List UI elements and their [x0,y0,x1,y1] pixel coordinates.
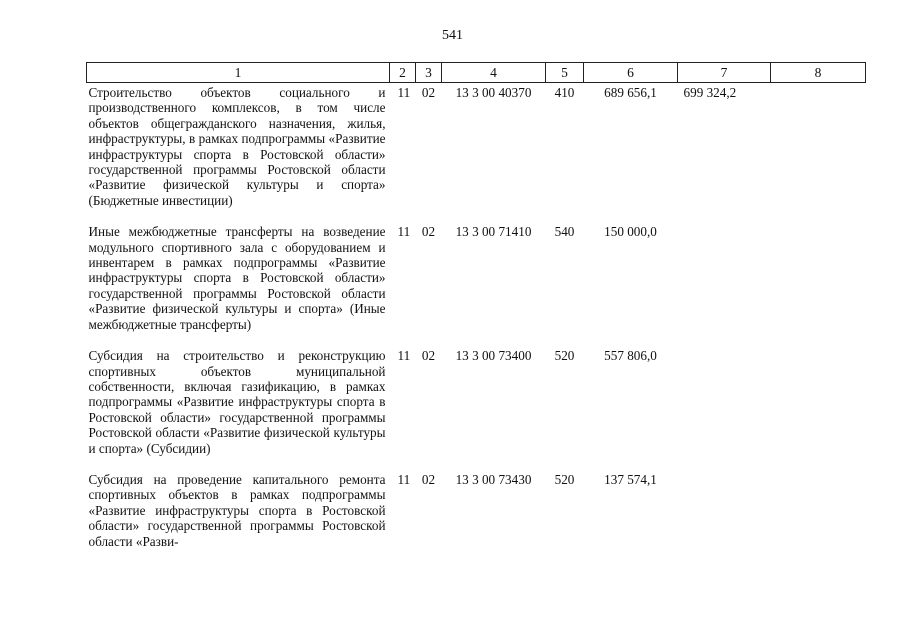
row-amount-6: 150 000,0 [604,224,657,240]
row-description: Субсидия на проведение капитального ремонта спортивных объектов в рамках подпрограммы «Развитие инфраструктуры спорта в Ростовской области» государственной программы Ростовской области «Разви- [88,471,386,549]
row-target-article: 13 3 00 71410 [455,224,532,240]
row-amount-6: 689 656,1 [604,85,657,100]
table-row [87,222,866,346]
table-row [87,83,866,223]
column-header-2: 2 [390,63,416,83]
row-section: 11 [397,224,411,240]
row-expense-type: 410 [554,85,575,100]
row-expense-type: 540 [554,224,575,240]
row-amount-7: 699 324,2 [683,85,737,100]
row-amount-8 [771,346,866,470]
column-header-4: 4 [442,63,546,83]
row-section: 11 [397,471,411,487]
page-number: 541 [442,28,463,43]
column-header-3: 3 [416,63,442,83]
row-amount-8 [771,222,866,346]
column-header-5: 5 [546,63,584,83]
column-header-7: 7 [678,63,771,83]
column-header-8: 8 [771,63,866,83]
column-header-6: 6 [584,63,678,83]
row-amount-7 [678,470,771,563]
row-target-article: 13 3 00 73400 [455,348,532,364]
table-header-row [87,63,866,83]
budget-table [86,62,866,563]
row-section: 11 [397,348,411,364]
row-subsection: 02 [421,224,436,240]
row-amount-8 [771,470,866,563]
row-subsection: 02 [421,471,436,487]
row-subsection: 02 [421,348,436,364]
row-expense-type: 520 [554,348,575,364]
table-row [87,346,866,470]
column-header-1: 1 [87,63,390,83]
row-amount-6: 137 574,1 [604,471,657,487]
row-expense-type: 520 [554,471,575,487]
row-section: 11 [397,85,411,100]
row-amount-8 [771,83,866,223]
table-row [87,470,866,563]
row-amount-6: 557 806,0 [604,348,657,364]
row-amount-7 [678,222,771,346]
row-target-article: 13 3 00 40370 [455,85,532,100]
row-description: Строительство объектов социального и производственного комплексов, в том числе объектов общегражданского назначения, жилья, инфраструктуры, в рамках подпрограммы «Развитие инфраструктуры спорта в Ростовской области» государственной программы Ростовской области «Развитие физической культуры и спорта» (Бюджетные инвестиции) [88,85,386,208]
row-target-article: 13 3 00 73430 [455,471,532,487]
row-description: Субсидия на строительство и реконструкцию спортивных объектов муниципальной собственности, включая газификацию, в рамках подпрограммы «Развитие инфраструктуры спорта в Ростовской области» государственной программы Ростовской области «Развитие физической культуры и спорта» (Субсидии) [88,348,386,456]
row-amount-7 [678,346,771,470]
row-description: Иные межбюджетные трансферты на возведение модульного спортивного зала с оборудованием и инвентарем в рамках подпрограммы «Развитие инфраструктуры спорта в Ростовской области» государственной программы Ростовской области «Развитие физической культуры и спорта» (Иные межбюджетные трансферты) [88,224,386,332]
row-subsection: 02 [421,85,436,100]
